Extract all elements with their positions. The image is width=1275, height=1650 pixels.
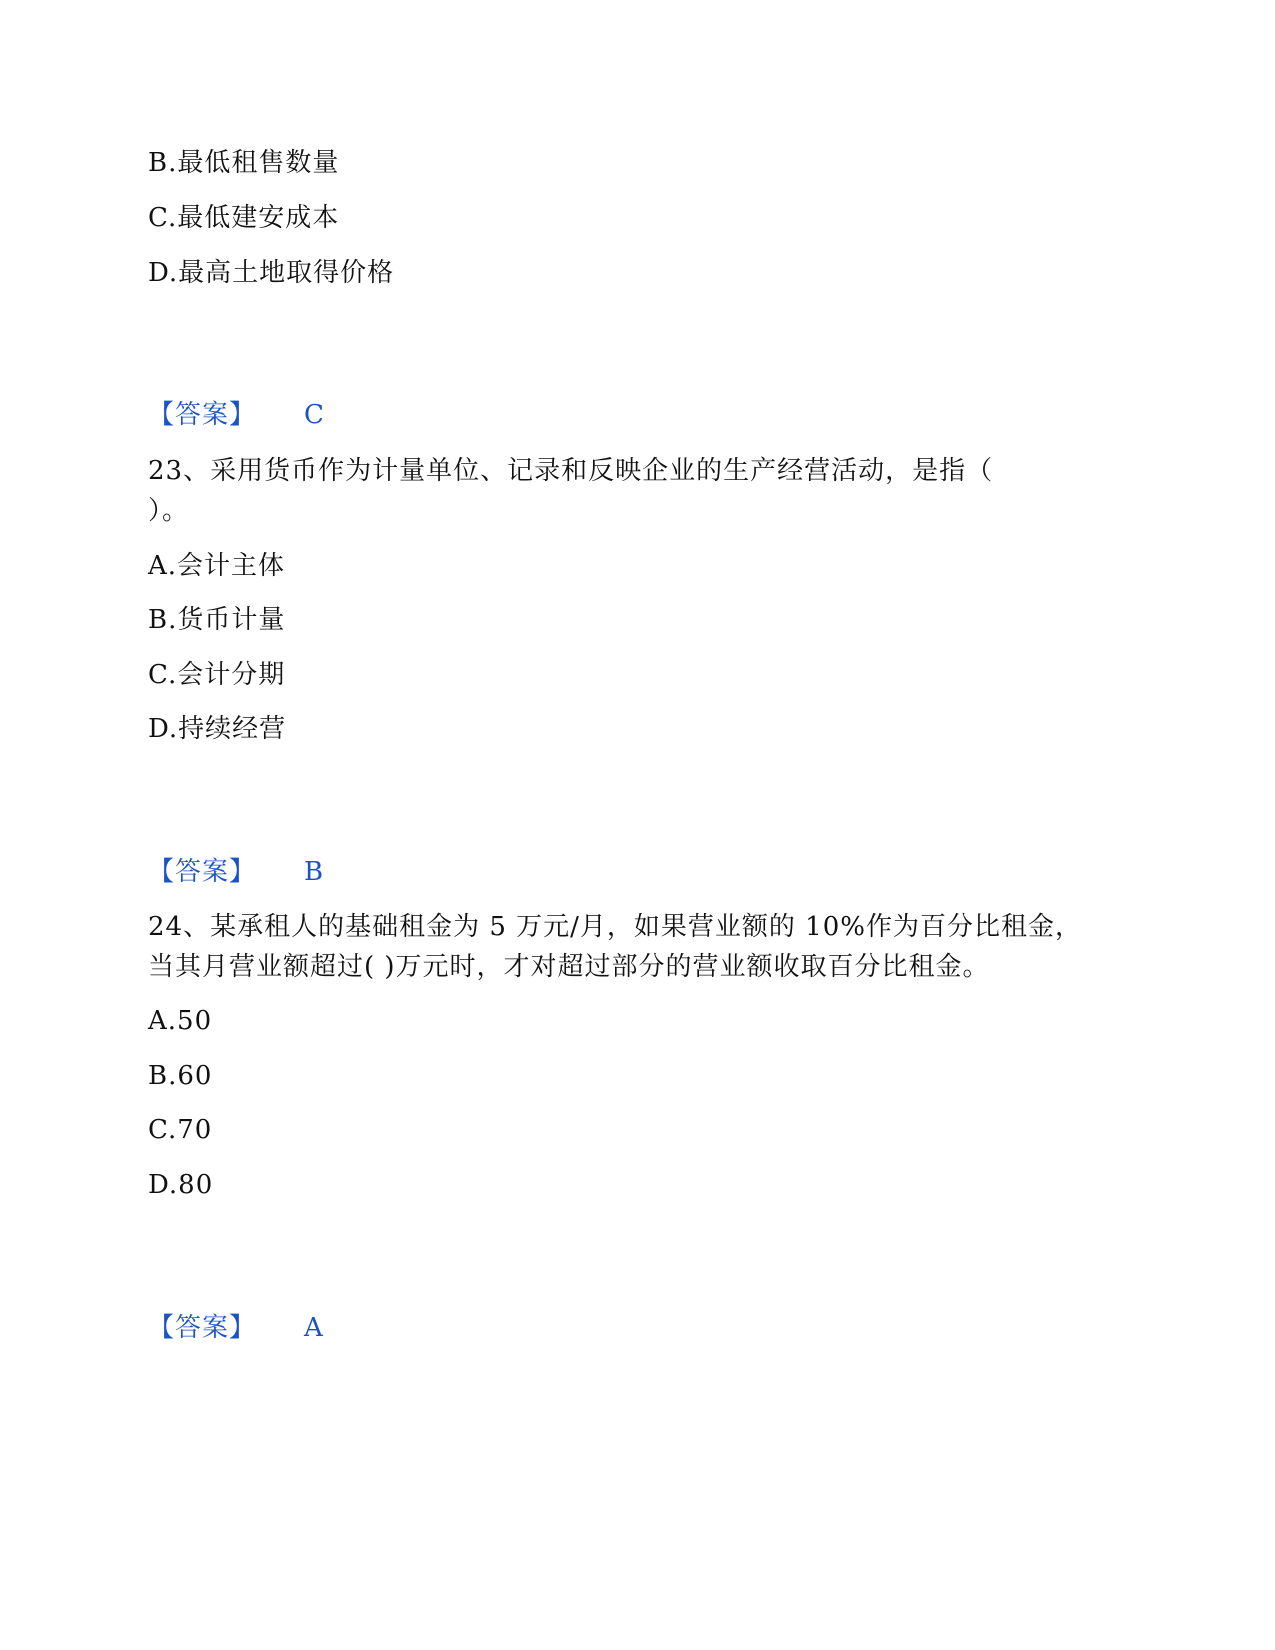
- q23-option-a: A.会计主体: [148, 551, 286, 581]
- q24-stem-line-2: 当其月营业额超过( )万元时，才对超过部分的营业额收取百分比租金。: [148, 952, 990, 982]
- q23-answer: [148, 855, 323, 889]
- q22-option-c: C.最低建安成本: [148, 203, 340, 233]
- q22-option-b: B.最低租售数量: [148, 148, 340, 178]
- q23-option-b: B.货币计量: [148, 605, 286, 635]
- q22-answer: [148, 398, 324, 432]
- q24-answer: [148, 1311, 323, 1345]
- answer-value: A: [304, 1313, 323, 1343]
- answer-label: 【答案】: [148, 1313, 257, 1343]
- q24-option-d: D.80: [148, 1170, 214, 1200]
- q24-stem-line-1: 24、某承租人的基础租金为 5 万元/月，如果营业额的 10%作为百分比租金，: [148, 912, 1082, 942]
- q23-option-d: D.持续经营: [148, 714, 287, 744]
- q23-option-c: C.会计分期: [148, 660, 286, 690]
- q23-stem-line-2: ）。: [148, 496, 190, 526]
- answer-value: B: [304, 857, 324, 887]
- q22-option-d: D.最高土地取得价格: [148, 258, 395, 288]
- q24-option-b: B.60: [148, 1061, 213, 1091]
- q23-stem-line-1: 23、采用货币作为计量单位、记录和反映企业的生产经营活动，是指（: [148, 456, 994, 486]
- answer-value: C: [304, 400, 324, 430]
- answer-label: 【答案】: [148, 400, 257, 430]
- q24-option-a: A.50: [148, 1006, 213, 1036]
- answer-label: 【答案】: [148, 857, 257, 887]
- q24-option-c: C.70: [148, 1115, 213, 1145]
